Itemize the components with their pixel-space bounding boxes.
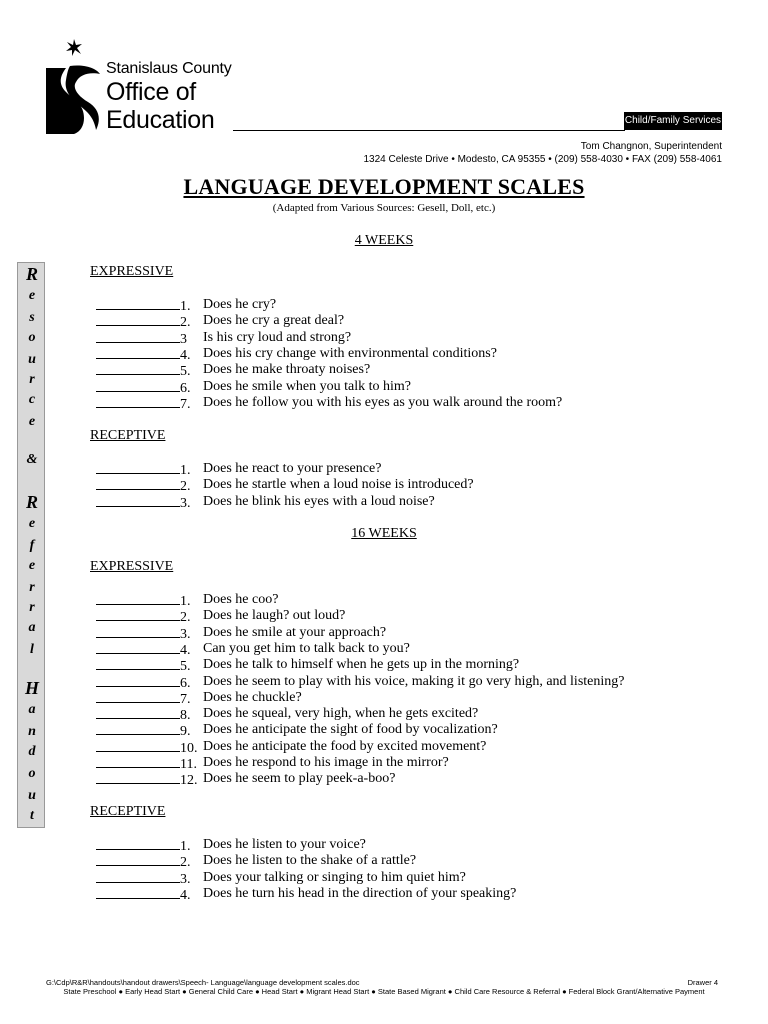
question-row <box>96 394 563 412</box>
question-text: Does he anticipate the sight of food by vocalization? <box>203 722 498 738</box>
question-number: 7. <box>180 691 191 707</box>
question-row <box>96 329 352 347</box>
question-number: 8. <box>180 708 191 724</box>
question-number: 4. <box>180 347 191 363</box>
answer-blank[interactable] <box>96 362 180 375</box>
answer-blank[interactable] <box>96 608 180 621</box>
answer-blank[interactable] <box>96 739 180 752</box>
question-text: Does he talk to himself when he gets up in the morning? <box>203 657 520 673</box>
question-row <box>96 313 345 331</box>
answer-blank[interactable] <box>96 674 180 687</box>
answer-blank[interactable] <box>96 755 180 768</box>
question-text: Does he cry a great deal? <box>203 313 345 329</box>
address: 1324 Celeste Drive • Modesto, CA 95355 • (209) 558-4030 • FAX (209) 558-4061 <box>363 154 722 165</box>
question-number: 10. <box>180 740 198 756</box>
question-text: Does he react to your presence? <box>203 461 382 476</box>
answer-blank[interactable] <box>96 379 180 392</box>
question-row <box>96 461 382 478</box>
question-text: Can you get him to talk back to you? <box>203 640 410 656</box>
group-heading: RECEPTIVE <box>90 428 166 443</box>
question-number: 2. <box>180 479 191 495</box>
answer-blank[interactable] <box>96 477 180 490</box>
document-subtitle: (Adapted from Various Sources: Gesell, Doll, etc.) <box>272 202 496 214</box>
answer-blank[interactable] <box>96 592 180 605</box>
side-label-char: s <box>29 310 35 325</box>
answer-blank[interactable] <box>96 330 180 343</box>
answer-blank[interactable] <box>96 722 180 735</box>
side-label-char: o <box>28 330 36 345</box>
question-text: Does he coo? <box>203 592 279 607</box>
question-number: 3. <box>180 871 191 887</box>
answer-blank[interactable] <box>96 313 180 326</box>
question-row <box>96 624 387 642</box>
question-number: 11. <box>180 757 197 772</box>
question-text: Does he cry? <box>203 297 277 312</box>
question-number: 1. <box>180 839 191 854</box>
question-text: Does he make throaty noises? <box>203 362 371 378</box>
question-text: Is his cry loud and strong? <box>203 329 352 345</box>
question-row <box>96 297 277 314</box>
answer-blank[interactable] <box>96 886 180 899</box>
side-label-char: a <box>28 702 36 717</box>
question-row <box>96 493 435 511</box>
footer-drawer: Drawer 4 <box>687 978 718 987</box>
side-label-char: d <box>28 744 36 759</box>
org-line3: Education <box>106 106 215 134</box>
document-title: LANGUAGE DEVELOPMENT SCALES <box>183 174 585 199</box>
side-label-char: a <box>28 620 36 635</box>
question-text: Does he seem to play with his voice, making it go very high, and listening? <box>203 673 625 689</box>
question-text: Does he listen to the shake of a rattle? <box>203 853 417 869</box>
footer-programs: State Preschool ● Early Head Start ● General Child Care ● Head Start ● Migrant Head Start ● State Based Migrant ● Child Care Resource & Referral ● Federal Block Grant/Alternative Payment <box>63 987 705 996</box>
question-text: Does he listen to your voice? <box>203 837 366 852</box>
age-heading: 4 WEEKS <box>354 233 414 248</box>
answer-blank[interactable] <box>96 853 180 866</box>
group-heading: EXPRESSIVE <box>90 559 174 574</box>
question-number: 1. <box>180 463 191 478</box>
question-row <box>96 771 396 789</box>
question-row <box>96 345 497 363</box>
side-label-char: R <box>25 264 38 284</box>
side-label-char: r <box>29 580 35 595</box>
question-text: Does he smile when you talk to him? <box>203 378 412 394</box>
answer-blank[interactable] <box>96 690 180 703</box>
answer-blank[interactable] <box>96 395 180 408</box>
answer-blank[interactable] <box>96 641 180 654</box>
department-badge: Child/Family Services <box>624 112 722 130</box>
question-text: Does he anticipate the food by excited movement? <box>203 738 487 754</box>
question-number: 2. <box>180 855 191 871</box>
question-text: Does he blink his eyes with a loud noise? <box>203 493 435 509</box>
question-text: Does he chuckle? <box>203 689 302 705</box>
footer-path: G:\Cdp\R&R\handouts\handout drawers\Speech- Language\language development scales.doc <box>46 978 360 987</box>
answer-blank[interactable] <box>96 461 180 474</box>
question-row <box>96 378 412 396</box>
question-number: 6. <box>180 380 191 396</box>
question-text: Does he laugh? out loud? <box>203 608 346 624</box>
side-label-char: u <box>28 352 36 367</box>
side-label-char: n <box>28 724 36 739</box>
question-row <box>96 738 487 756</box>
question-row <box>96 837 366 854</box>
question-number: 2. <box>180 315 191 331</box>
group-heading: RECEPTIVE <box>90 804 166 819</box>
side-label-char: H <box>24 678 39 698</box>
side-label-char: r <box>29 372 35 387</box>
question-text: Does your talking or singing to him quiet him? <box>203 869 466 885</box>
side-label-char: e <box>28 516 36 531</box>
side-label-char: f <box>29 538 35 553</box>
question-number: 12. <box>180 773 198 789</box>
question-row <box>96 362 371 380</box>
question-number: 5. <box>180 364 191 380</box>
question-row <box>96 706 479 724</box>
side-label-char: e <box>28 558 36 573</box>
question-row <box>96 885 517 903</box>
question-row <box>96 592 279 609</box>
question-text: Does he startle when a loud noise is introduced? <box>203 477 474 493</box>
question-number: 6. <box>180 675 191 691</box>
question-row <box>96 477 474 495</box>
question-text: Does he follow you with his eyes as you walk around the room? <box>203 394 563 410</box>
side-label-char: e <box>28 288 36 303</box>
question-row <box>96 608 346 626</box>
side-label-char: l <box>30 642 34 657</box>
question-row <box>96 689 302 707</box>
superintendent: Tom Changnon, Superintendent <box>580 141 722 152</box>
answer-blank[interactable] <box>96 494 180 507</box>
side-label-char: R <box>25 492 38 512</box>
question-row <box>96 673 625 691</box>
answer-blank[interactable] <box>96 297 180 310</box>
side-label-char: t <box>30 808 34 823</box>
answer-blank[interactable] <box>96 625 180 638</box>
side-label-char: o <box>28 766 36 781</box>
answer-blank[interactable] <box>96 771 180 784</box>
question-number: 3 <box>180 331 187 347</box>
question-text: Does he turn his head in the direction of your speaking? <box>203 885 517 901</box>
age-heading: 16 WEEKS <box>351 526 417 541</box>
question-row <box>96 755 449 772</box>
question-row <box>96 640 410 658</box>
group-heading: EXPRESSIVE <box>90 264 174 279</box>
side-label-char: & <box>26 452 38 467</box>
question-row <box>96 869 466 887</box>
question-number: 3. <box>180 626 191 642</box>
side-label-char: r <box>29 600 35 615</box>
question-text: Does he smile at your approach? <box>203 624 387 640</box>
answer-blank[interactable] <box>96 837 180 850</box>
answer-blank[interactable] <box>96 657 180 670</box>
question-number: 7. <box>180 396 191 412</box>
answer-blank[interactable] <box>96 346 180 359</box>
question-number: 3. <box>180 495 191 511</box>
side-label-char: u <box>28 788 36 803</box>
org-line1: Stanislaus County <box>106 60 232 77</box>
question-number: 1. <box>180 299 191 314</box>
side-label-char: e <box>28 414 36 429</box>
question-number: 4. <box>180 887 191 903</box>
question-number: 1. <box>180 594 191 609</box>
answer-blank[interactable] <box>96 706 180 719</box>
question-row <box>96 722 498 740</box>
side-label-char: c <box>28 392 36 407</box>
question-number: 4. <box>180 642 191 658</box>
question-row <box>96 657 520 675</box>
question-text: Does he seem to play peek-a-boo? <box>203 771 396 787</box>
question-number: 9. <box>180 724 191 740</box>
question-row <box>96 853 417 871</box>
question-text: Does he respond to his image in the mirror? <box>203 755 449 770</box>
question-number: 2. <box>180 610 191 626</box>
org-line2: Office of <box>106 78 196 106</box>
question-number: 5. <box>180 659 191 675</box>
question-text: Does he squeal, very high, when he gets excited? <box>203 706 479 722</box>
question-text: Does his cry change with environmental conditions? <box>203 345 497 361</box>
answer-blank[interactable] <box>96 870 180 883</box>
